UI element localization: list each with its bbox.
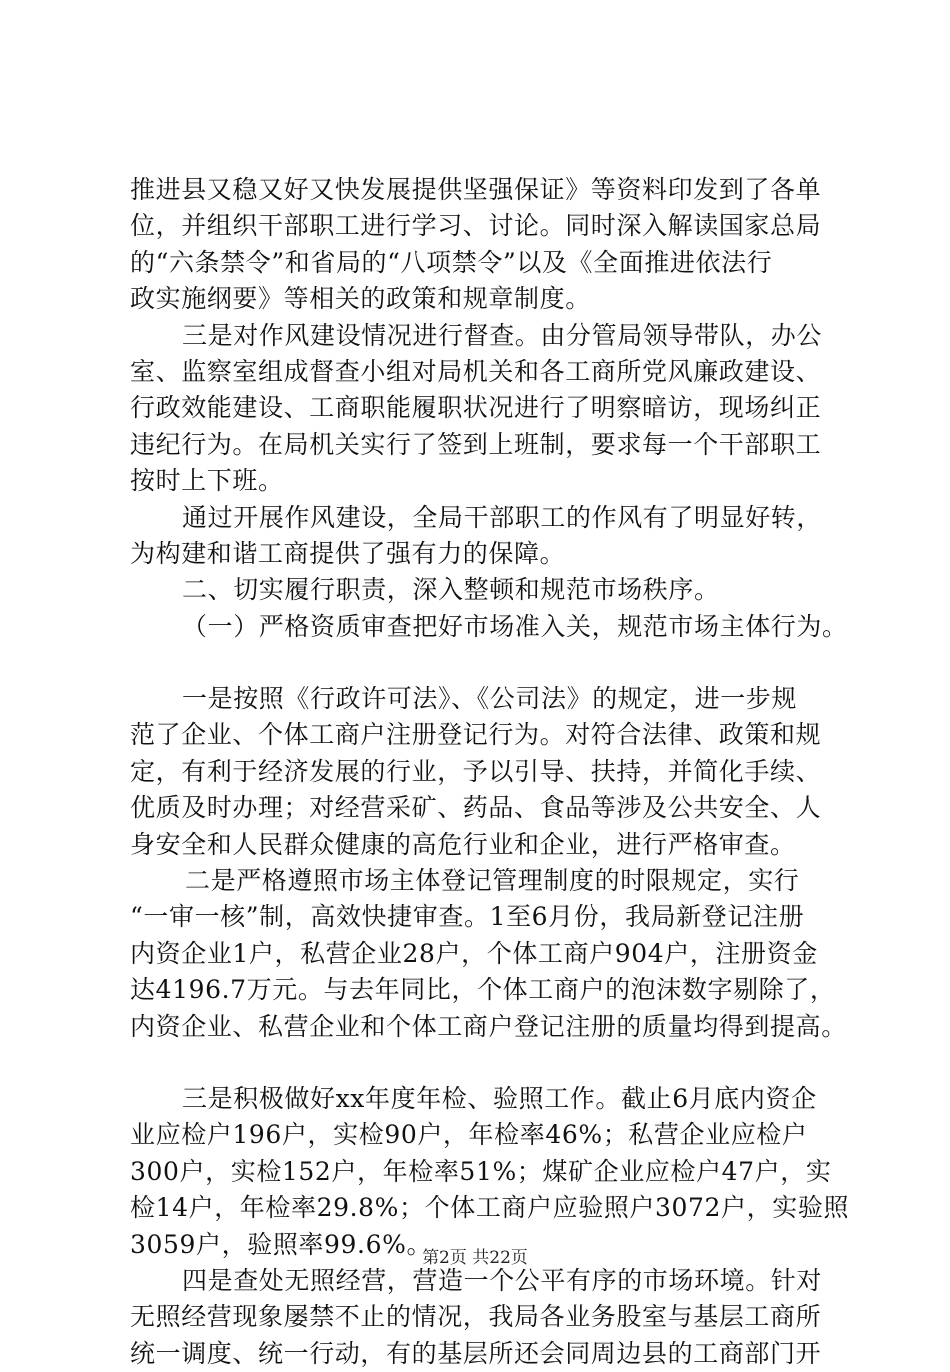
document-body <box>130 172 850 1372</box>
text-line: 政实施纲要》等相关的政策和规章制度。 <box>130 284 591 314</box>
text-line: 二是严格遵照市场主体登记管理制度的时限规定，实行 <box>185 866 800 896</box>
text-line: 行政效能建设、工商职能履职状况进行了明察暗访，现场纠正 <box>130 393 822 423</box>
text-line: 室、监察室组成督查小组对局机关和各工商所党风廉政建设、 <box>130 356 822 386</box>
text-line: 位，并组织干部职工进行学习、讨论。同时深入解读国家总局 <box>130 211 822 241</box>
paragraph-gap <box>130 645 850 681</box>
text-line: 违纪行为。在局机关实行了签到上班制，要求每一个干部职工 <box>130 429 822 459</box>
text-line: 一是按照《行政许可法》、《公司法》的规定，进一步规 <box>182 684 798 714</box>
text-line: 身安全和人民群众健康的高危行业和企业，进行严格审查。 <box>130 829 796 859</box>
text-line: 范了企业、个体工商户注册登记行为。对符合法律、政策和规 <box>130 720 822 750</box>
section-heading: 二、切实履行职责，深入整顿和规范市场秩序。 <box>182 575 720 605</box>
text-line: 300户，实检152户，年检率51%；煤矿企业应检户47户，实 <box>130 1156 832 1186</box>
text-line: 四是查处无照经营，营造一个公平有序的市场环境。针对 <box>182 1265 823 1295</box>
text-line: 优质及时办理；对经营采矿、药品、食品等涉及公共安全、人 <box>130 793 822 823</box>
text-line: 内资企业、私营企业和个体工商户登记注册的质量均得到提高。 <box>130 1011 847 1041</box>
text-line: 检14户，年检率29.8%；个体工商户应验照户3072户，实验照 <box>130 1193 850 1223</box>
text-line: 定，有利于经济发展的行业，予以引导、扶持，并简化手续、 <box>130 756 822 786</box>
text-line: 业应检户196户，实检90户，年检率46%；私营企业应检户 <box>130 1120 808 1150</box>
text-line: 按时上下班。 <box>130 466 284 496</box>
text-line: 三是对作风建设情况进行督查。由分管局领导带队，办公 <box>182 320 823 350</box>
text-line: 三是积极做好xx年度年检、验照工作。截止6月底内资企 <box>182 1083 817 1113</box>
subsection-heading: （一）严格资质审查把好市场准入关，规范市场主体行为。 <box>182 611 848 641</box>
text-line: 通过开展作风建设，全局干部职工的作风有了明显好转， <box>182 502 823 532</box>
paragraph-gap <box>130 1045 850 1081</box>
text-line: 推进县又稳又好又快发展提供坚强保证》等资料印发到了各单 <box>130 175 822 204</box>
text-line: 统一调度、统一行动，有的基层所还会同周边县的工商部门开 <box>130 1338 822 1368</box>
text-line: 无照经营现象屡禁不止的情况，我局各业务股室与基层工商所 <box>130 1302 822 1332</box>
page-number: 第2页 共22页 <box>422 1248 528 1268</box>
text-line: 3059户，验照率99.6%。 <box>130 1229 433 1259</box>
text-line: 为构建和谐工商提供了强有力的保障。 <box>130 538 566 568</box>
text-line: 达4196.7万元。与去年同比，个体工商户的泡沫数字剔除了， <box>130 975 836 1005</box>
text-line: 的“六条禁令”和省局的“八项禁令”以及《全面推进依法行 <box>130 247 773 277</box>
text-line: 内资企业1户，私营企业28户，个体工商户904户，注册资金 <box>130 938 818 968</box>
page-footer <box>0 1243 950 1268</box>
text-line: “一审一核”制，高效快捷审查。1至6月份，我局新登记注册 <box>130 902 805 932</box>
